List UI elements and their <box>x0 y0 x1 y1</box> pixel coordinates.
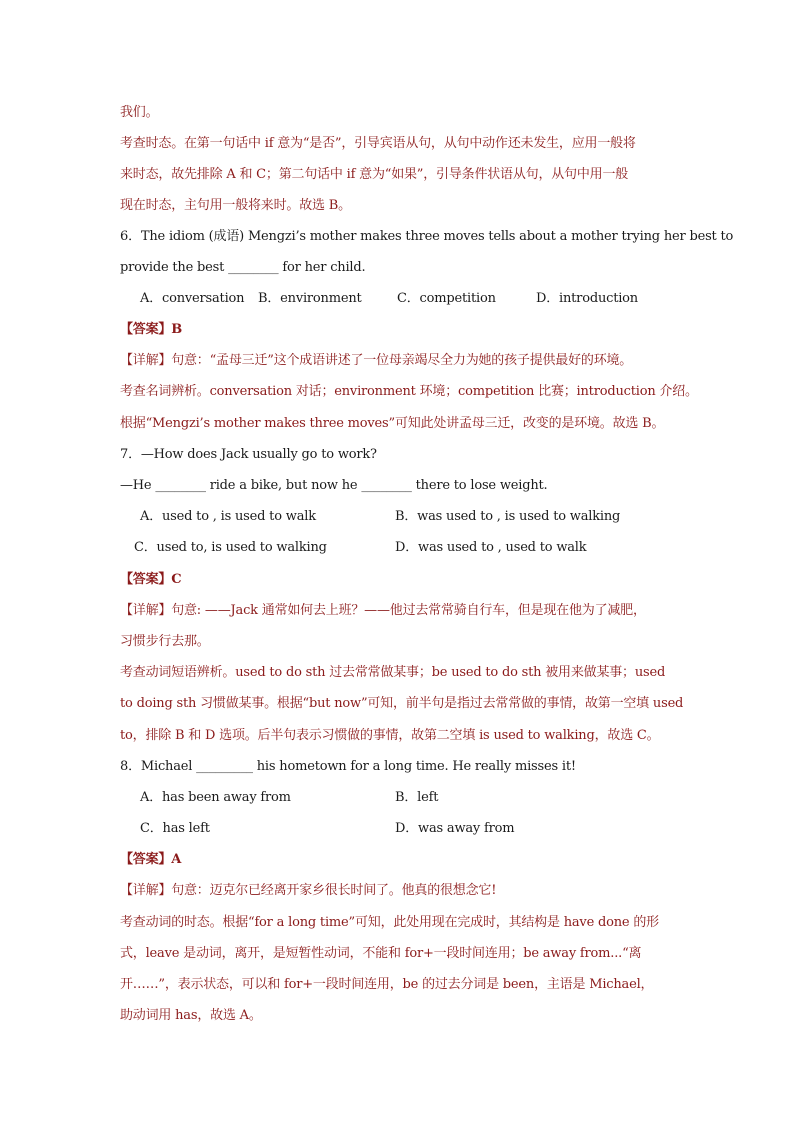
q6-option-d: D．introduction <box>536 291 638 306</box>
q7-option-d: D．was used to , used to walk <box>395 540 587 555</box>
q7-option-a: A．used to , is used to walk <box>140 509 316 524</box>
q8-detail-line-3: 式，leave 是动词，离开，是短暂性动词，不能和 for+一段时间连用；be away from...“离 <box>120 946 642 961</box>
prev-explanation-line-1: 我们。 <box>120 105 159 120</box>
q8-detail-line-2: 考查动词的时态。根据“for a long time”可知，此处用现在完成时，其结构是 have done 的形 <box>120 915 659 930</box>
q8-stem: 8．Michael _________ his hometown for a long time. He really misses it! <box>120 759 576 774</box>
q8-detail-line-4: 开……”，表示状态，可以和 for+一段时间连用，be 的过去分词是 been，主语是 Michael， <box>120 977 654 992</box>
q7-detail-line-2: 习惯步行去那。 <box>120 634 210 649</box>
q8-option-c: C．has left <box>140 821 210 836</box>
q7-stem-line-1: 7．—How does Jack usually go to work? <box>120 447 377 462</box>
q7-option-b: B．was used to , is used to walking <box>395 509 621 524</box>
q6-detail-line-3: 根据“Mengzi’s mother makes three moves”可知此处讲孟母三迁，改变的是环境。故选 B。 <box>120 416 665 431</box>
q6-detail-line-2: 考查名词辨析。conversation 对话；environment 环境；competition 比赛；introduction 介绍。 <box>120 384 698 399</box>
q8-option-d: D．was away from <box>395 821 515 836</box>
q7-option-c: C．used to, is used to walking <box>134 540 327 555</box>
prev-explanation-line-2: 考查时态。在第一句话中 if 意为“是否”，引导宾语从句，从句中动作还未发生，应用一般将 <box>120 136 636 151</box>
q8-detail-line-1: 【详解】句意：迈克尔已经离开家乡很长时间了。他真的很想念它! <box>120 883 497 898</box>
q7-stem-line-2: —He ________ ride a bike, but now he ________ there to lose weight. <box>120 478 548 493</box>
q7-detail-line-3: 考查动词短语辨析。used to do sth 过去常常做某事；be used to do sth 被用来做某事；used <box>120 665 666 680</box>
q6-stem-line-2: provide the best ________ for her child. <box>120 260 366 275</box>
q7-answer: 【答案】C <box>120 572 182 587</box>
q6-option-c: C．competition <box>397 291 496 306</box>
q6-option-b: B．environment <box>258 291 362 306</box>
prev-explanation-line-3: 来时态，故先排除 A 和 C；第二句话中 if 意为“如果”，引导条件状语从句，从句中用一般 <box>120 167 629 182</box>
q7-detail-line-1: 【详解】句意: ——Jack 通常如何去上班？——他过去常常骑自行车，但是现在他为了减肥， <box>120 603 646 618</box>
q6-stem-line-1: 6．The idiom (成语) Mengzi’s mother makes three moves tells about a mother trying her best to <box>120 229 734 244</box>
q8-answer: 【答案】A <box>120 852 182 867</box>
q6-detail-line-1: 【详解】句意：“孟母三迁”这个成语讲述了一位母亲竭尽全力为她的孩子提供最好的环境。 <box>120 353 633 368</box>
prev-explanation-line-4: 现在时态，主句用一般将来时。故选 B。 <box>120 198 351 213</box>
q7-detail-line-5: to，排除 B 和 D 选项。后半句表示习惯做的事情，故第二空填 is used to walking，故选 C。 <box>120 728 660 743</box>
q8-detail-line-5: 助动词用 has，故选 A。 <box>120 1008 262 1023</box>
q7-detail-line-4: to doing sth 习惯做某事。根据“but now”可知，前半句是指过去常常做的事情，故第一空填 used <box>120 696 684 711</box>
q6-answer: 【答案】B <box>120 322 182 337</box>
q8-option-b: B．left <box>395 790 439 805</box>
q6-option-a: A．conversation <box>140 291 245 306</box>
q8-option-a: A．has been away from <box>140 790 291 805</box>
